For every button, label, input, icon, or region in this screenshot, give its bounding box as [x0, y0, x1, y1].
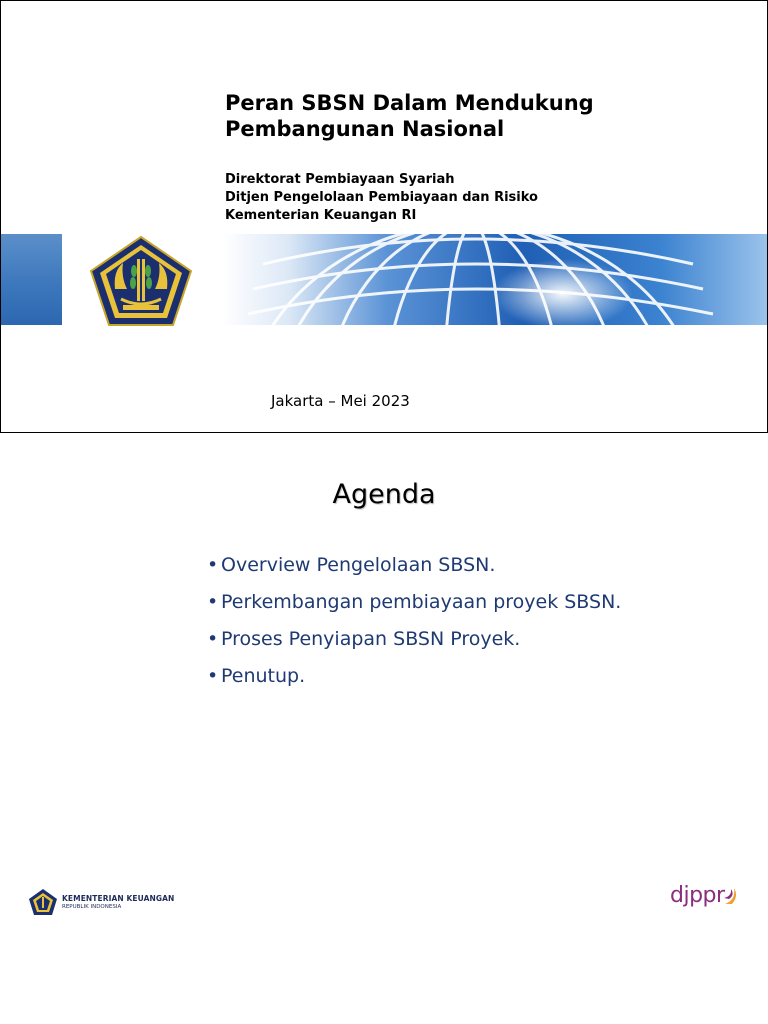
agenda-slide	[0, 433, 768, 993]
kemenkeu-line-1: KEMENTERIAN KEUANGAN	[62, 894, 175, 903]
presentation-date: Jakarta – Mei 2023	[271, 392, 410, 410]
kemenkeu-line-2: REPUBLIK INDONESIA	[62, 904, 122, 910]
subtitle-line-ministry: Kementerian Keuangan RI	[225, 208, 417, 223]
djppr-swoosh-icon	[722, 886, 740, 906]
agenda-list	[207, 553, 627, 701]
kemenkeu-logo	[28, 888, 174, 916]
title-slide	[0, 0, 768, 433]
subtitle-line-ditjen: Ditjen Pengelolaan Pembiayaan dan Risiko	[225, 190, 538, 205]
agenda-item-text: Overview Pengelolaan SBSN.	[221, 554, 496, 576]
globe-banner	[223, 234, 768, 325]
kemenkeu-logo-text	[62, 894, 174, 910]
slide-subtitle	[225, 171, 538, 225]
bullet-icon: •	[207, 591, 219, 613]
agenda-item-text: Penutup.	[221, 665, 306, 687]
agenda-item	[207, 664, 627, 689]
bullet-icon: •	[207, 628, 219, 650]
ministry-emblem-small-icon	[28, 888, 58, 916]
djppr-logo-text: djppr	[670, 883, 725, 908]
bullet-icon: •	[207, 665, 219, 687]
agenda-item	[207, 590, 627, 615]
slide-title-line-2: Pembangunan Nasional	[225, 117, 505, 141]
agenda-item-text: Proses Penyiapan SBSN Proyek.	[221, 628, 521, 650]
bullet-icon: •	[207, 554, 219, 576]
slide-title-line-1: Peran SBSN Dalam Mendukung	[225, 91, 594, 115]
blue-band-left	[1, 234, 62, 325]
subtitle-line-directorate: Direktorat Pembiayaan Syariah	[225, 172, 455, 187]
ministry-emblem-icon	[87, 233, 195, 334]
slide-title	[225, 90, 594, 142]
agenda-item	[207, 627, 627, 652]
agenda-title: Agenda	[332, 479, 436, 510]
agenda-item-text: Perkembangan pembiayaan proyek SBSN.	[221, 591, 622, 613]
djppr-logo	[670, 883, 725, 908]
agenda-item	[207, 553, 627, 578]
